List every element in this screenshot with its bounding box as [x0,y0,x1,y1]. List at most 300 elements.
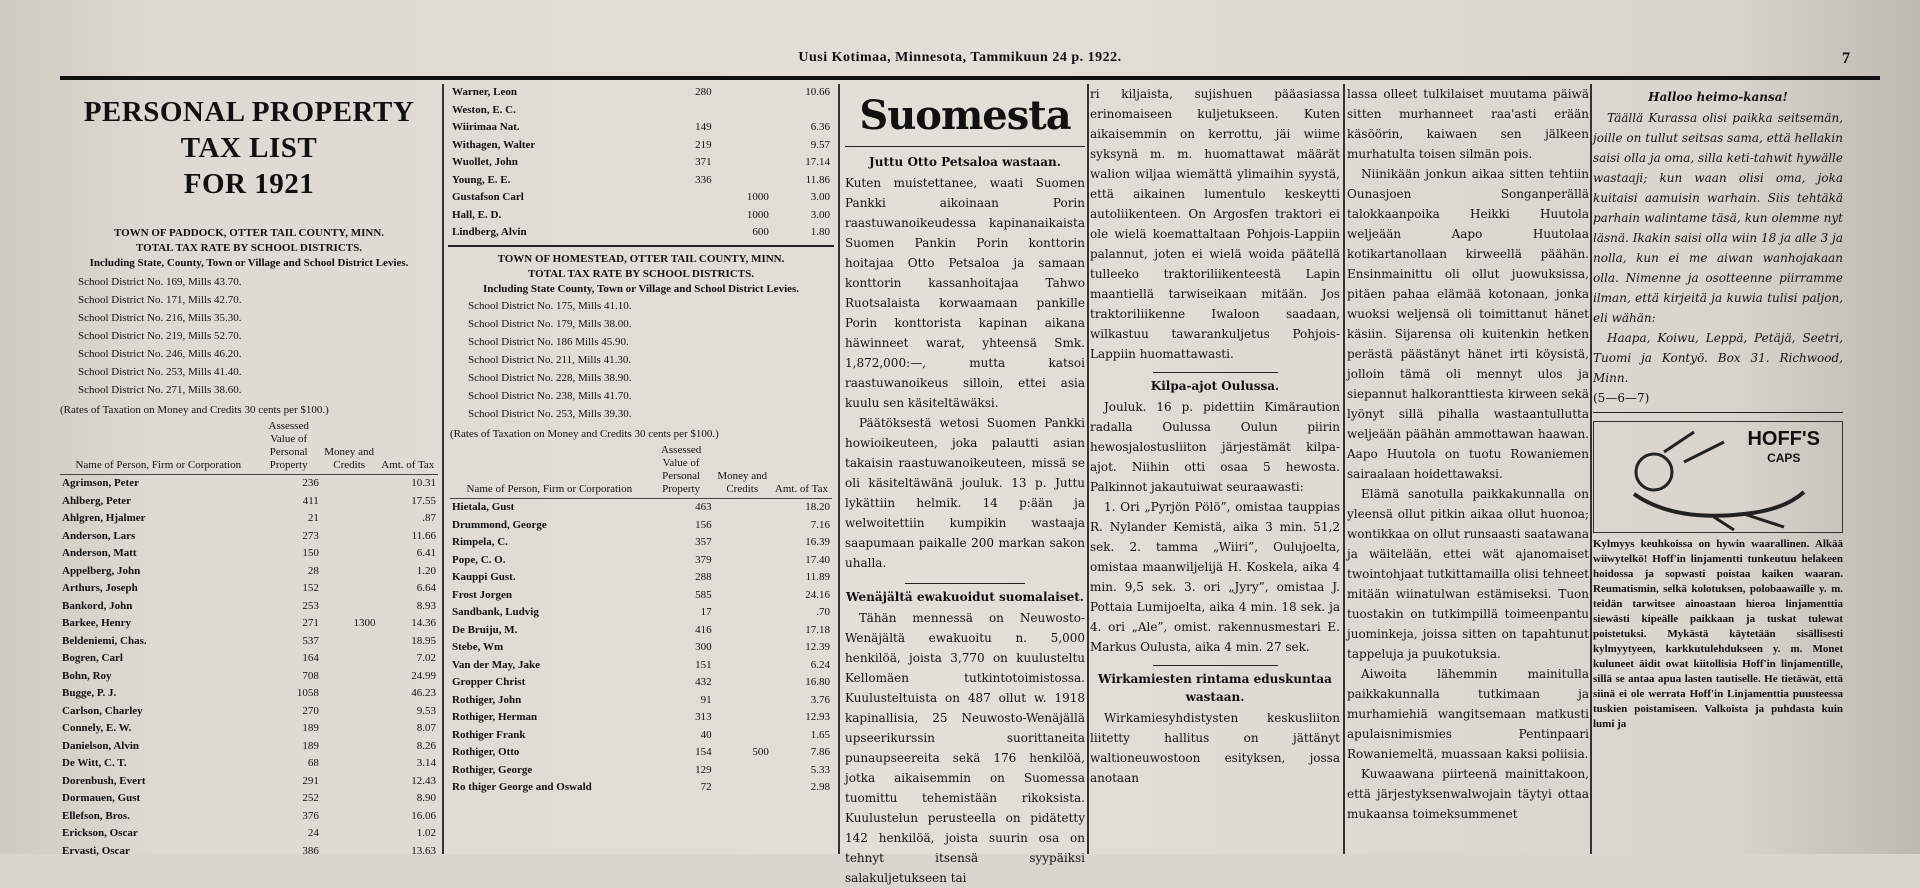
school-district-list [60,273,438,399]
table-header-row [450,442,832,499]
school-district-entry: School District No. 175, Mills 41.10. [468,300,632,312]
money-credits [714,84,771,102]
table-row [60,755,438,773]
money-credits [321,545,378,563]
table-row [60,598,438,616]
ad-logo [1747,428,1820,465]
money-credits [321,738,378,756]
article-paragraph: Kuwaawana piirteenä mainittakoon, että järjestyksenwalwojain täytyi ottaa mukaansa toimeksummenet [1347,767,1589,821]
assessed-value: 21 [307,512,319,524]
table-row [60,685,438,703]
col-header-tax: Amt. of Tax [378,418,439,475]
table-row [450,692,832,710]
table-row [60,580,438,598]
tax-amount: 3.00 [810,191,830,203]
tax-amount: 17.14 [805,156,830,168]
tax-amount: 9.53 [416,704,436,717]
assessed-value: 129 [695,763,712,776]
money-credits [714,622,771,640]
tax-amount: 24.16 [805,588,830,601]
tax-list-title [60,94,438,202]
article-paragraph: ri kiljaista, sujishuen pääasiassa erinomaiseen kuljetukseen. Kuten aikaisemmin on kerrottu, jäi wiime syksynä m. m. huomattawat määrät walion wiljaa wiemättä ylimaihin syystä, että aikainen lumentulo keskeytti autoliikenteen. On Argosfen traktori ei ole wielä koemattaltaan Pohjois-Lappiin palannut, joten ei wielä woida päätellä tulleeko traktoriliikenteestä Lapin maantiellä tarwiseikaan mitään. Jos traktoriliikenne Iwaloon saadaan, wilkastuu tawarankuljetus Pohjois-Lappiin huomattawasti. [1090,87,1340,361]
taxpayer-name: Rothiger, George [452,763,533,776]
tax-amount: 12.39 [805,641,830,653]
assessed-value: 379 [695,553,712,566]
school-district-entry: School District No. 179, Mills 38.00. [468,318,632,330]
table-row [450,727,832,745]
table-row [450,207,832,225]
table-row [450,762,832,780]
tax-amount [771,102,832,120]
school-district-entry: School District No. 169, Mills 43.70. [78,276,242,288]
table-row [450,534,832,552]
school-district-list [450,297,832,423]
paddock-tax-list [60,84,438,857]
table-row [60,475,438,493]
assessed-value: 154 [695,746,712,758]
taxpayer-name: Gustafson Carl [452,191,524,203]
section-divider [448,245,834,247]
taxpayer-name: Connely, E. W. [62,722,132,734]
tax-amount: 7.86 [810,746,830,758]
taxpayer-name: Anderson, Lars [62,529,136,542]
taxpayer-name: Sandbank, Ludvig [452,606,539,618]
taxpayer-name: Van der May, Jake [452,658,541,671]
article-paragraph: Kuten muistettanee, waati Suomen Pankki aikoinaan Porin raastuwanoikeudessa kapinanaikaista Suomen Pankin Porin konttorin hoitajaa Otto Petsaloa ja samaan konttorin kassanhoitajaa Tahwo Ruotsalaista korwaamaan pankille Porin konttorista kapinan aikana häwinneet warat, yhteensä Smk. 1,872,000:—, mutta katsoi raastuwanoikeus silloin, ettei asia kuulu sen käsiteltäwäksi. [845,176,1085,410]
taxpayer-name: Rimpela, C. [452,536,508,548]
town-heading: TOWN OF PADDOCK, OTTER TAIL COUNTY, MINN. [113,227,385,239]
tax-amount: 8.07 [416,722,436,734]
taxpayer-name: Rothiger, Herman [452,711,538,723]
assessed-value: 463 [695,501,712,513]
tax-amount: 1.65 [810,728,830,741]
tax-amount: 17.40 [805,553,830,566]
table-row [60,545,438,563]
taxpayer-name: Wiirimaa Nat. [452,121,520,133]
tax-amount: 6.36 [810,121,830,133]
taxpayer-name: Ervasti, Oscar [62,844,130,857]
suomesta-column [845,84,1085,885]
news-column-5 [1347,84,1589,854]
table-row [60,633,438,651]
table-row [450,779,832,797]
assessed-value: 376 [302,809,319,822]
column-divider [442,84,444,854]
rate-heading: TOTAL TAX RATE BY SCHOOL DISTRICTS. [136,242,362,254]
ad-copy: Kylmyys keuhkoissa on hywin waarallinen. Alkää wiiwytelkö! Hoff'in linjamentti tunkeutuu helakeen hoidossa ja sopwasti poistaa kaiken waaran. Reumatismin, selkä kolotuksen, polobaawaille y. m. teidän tarwitsee ainoastaan hieroa linjamenttia siewästi kipeälle paikkaan ja tuskat tulewat poistetuksi. Mykästä käytetään sisällisesti kylmyytyeen, karkkutulehdukseen y. m. Monet kuluneet äidit owat kiitollisia Hoff'in linjamentille, sillä se antaa apua lasten tautiselle. He tietäwät, että siinä ei ole werrata Hoff'in Linjamenttia puusteessa tuskien poistamiseen. Valkoista ja puhdasta kuin lumi ja [1593,538,1843,730]
col-header-assessed: Assessed Value of Personal Property [257,418,321,475]
assessed-value: 156 [695,518,712,531]
assessed-value: 336 [695,173,712,186]
table-row [450,622,832,640]
school-district-entry: School District No. 271, Mills 38.60. [78,384,242,396]
assessed-value [649,207,714,225]
table-row [60,650,438,668]
assessed-value: 91 [700,693,712,706]
assessed-value: 219 [695,138,712,151]
taxpayer-name: Gropper Christ [452,676,526,688]
table-row [450,674,832,692]
tax-amount: 16.06 [411,809,436,822]
money-credits [321,720,378,738]
assessed-value: 270 [302,704,319,717]
tax-amount: 18.20 [805,501,830,513]
notice-title: Halloo heimo-kansa! [1648,90,1788,104]
tax-amount: 6.41 [416,547,436,559]
taxpayer-name: Ellefson, Bros. [62,809,130,822]
town-heading: TOWN OF HOMESTEAD, OTTER TAIL COUNTY, MINN. [497,253,785,265]
table-row [450,154,832,172]
table-row [450,119,832,137]
taxpayer-name: Dorenbush, Evert [62,774,146,787]
tax-amount: 5.33 [810,763,830,776]
taxpayer-name: Withagen, Walter [452,138,536,151]
money-credits [714,119,771,137]
title-rule [845,146,1085,147]
tax-table-body [450,499,832,797]
taxpayer-name: Anderson, Matt [62,547,137,559]
article-rule [1153,372,1278,373]
taxpayer-name: Appelberg, John [62,564,141,577]
article-paragraph: Aiwoita lähemmin mainitulla paikkakunnalla tutkimaan ja murhamiehiä wangitsemaan matkusti apulaisnimismies Pentinpaari Rowaniemeltä, muassaan kaksi poliisia. [1347,667,1589,761]
tax-amount: 1.02 [416,827,436,839]
tax-amount: 8.90 [416,792,436,804]
tax-amount: 3.76 [810,693,830,706]
news-column-4 [1090,84,1340,854]
taxpayer-name: Kauppi Gust. [452,571,516,583]
money-credits [321,685,378,703]
rates-note: (Rates of Taxation on Money and Credits 30 cents per $100.) [450,428,719,440]
school-district-entry: School District No. 253, Mills 39.30. [468,408,632,420]
money-credits [714,102,771,120]
money-credits [714,639,771,657]
article-paragraph: Jouluk. 16 p. pidettiin Kimäraution radalla Oulussa Oulun piirin hewosjalostusliiton järjestämät kilpa-ajot. Niihin otti osaa 5 hewosta. Palkinnot jakautuiwat seuraawasti: [1090,400,1340,494]
taxpayer-name: Rothiger, John [452,693,522,706]
taxpayer-name: Drummond, George [452,518,547,531]
assessed-value: 149 [695,121,712,133]
table-row [60,668,438,686]
table-row [60,808,438,826]
table-row [60,825,438,843]
taxpayer-name: Beldeniemi, Chas. [62,634,147,647]
tax-amount: 6.24 [810,658,830,671]
taxpayer-name: Bugge, P. J. [62,687,117,699]
taxpayer-name: Bohn, Roy [62,669,112,682]
tax-amount: 3.00 [810,208,830,221]
assessed-value: 189 [302,739,319,752]
tax-table-body [60,475,438,861]
tax-amount: 11.86 [805,173,830,186]
money-credits [714,499,771,517]
taxpayer-name: De Bruiju, M. [452,623,518,636]
tax-amount: 12.93 [805,711,830,723]
money-credits [714,517,771,535]
assessed-value: 313 [695,711,712,723]
assessed-value: 253 [302,599,319,612]
money-credits [714,709,771,727]
column-divider [1343,84,1345,854]
column-divider [1087,84,1089,854]
article-paragraph: 1. Ori „Pyrjön Pölö”, omistaa tauppias R. Nylander Kemistä, aika 3 min. 51,2 sek. 2. tamma „Wiiri”, Oulujoelta, omistaa maanwiljelijä H. Koskela, aika 4 min. 9,5 sek. 3. ori „Jyry”, omistaa J. Pottaia Lumijoelta, aika 4 min. 18 sek. ja 4. ori „Ale”, omist. rakennusmestari E. Markus Oulusta, aika 4 min. 27 sek. [1090,500,1340,654]
taxpayer-name: Weston, E. C. [452,103,516,116]
table-row [60,615,438,633]
tax-table [60,418,438,860]
notice-rule [1593,412,1843,413]
tax-amount: 6.64 [416,582,436,594]
taxpayer-name: Carlson, Charley [62,704,143,717]
table-row [450,657,832,675]
taxpayer-name: Rothiger, Otto [452,746,520,758]
table-row [450,569,832,587]
table-row [450,709,832,727]
article-paragraph: Wirkamiesyhdistysten keskusliiton liitetty hallitus on jättänyt waltioneuwostoon esityksen, jossa anotaan [1090,711,1340,785]
taxpayer-name: Young, E. E. [452,173,511,186]
money-credits [714,779,771,797]
money-credits [714,154,771,172]
article-heading: Wirkamiesten rintama eduskuntaa wastaan. [1098,672,1332,704]
tax-table-continued [450,84,832,242]
money-credits [321,633,378,651]
table-header-row [60,418,438,475]
money-credits [321,808,378,826]
table-row [450,102,832,120]
taxpayer-name: Dormauen, Gust [62,792,141,804]
levies-note: Including State, County, Town or Village and School District Levies. [89,257,409,269]
money-credits [714,569,771,587]
assessed-value: 708 [302,669,319,682]
notice-text: Täällä Kurassa olisi paikka seitsemän, joille on tullut seitsas sama, että hellakin saisi olla ja oma, silla keti-tahwit hywälle wastaaji; kun waan olisi oma, joka kuitaisi aamuisin warhain. Siis tehtäkä parhain walintame täsä, kun olemme nyt läsnä. Ikakin saisi olla wiin 18 ja alle 3 ja nolla, kun ei me aiwan wanhojakaan olla. Nimenne ja osotteenne piirramme ilman, että kirjeitä ja kuwia tulisi paljon, eli wähän: [1593,111,1843,325]
tax-amount: 16.39 [805,536,830,548]
homestead-tax-list [450,252,832,854]
money-credits [714,604,771,622]
col-header-name: Name of Person, Firm or Corporation [450,442,649,499]
taxpayer-name: Stebe, Wm [452,641,504,653]
levies-note: Including State County, Town or Village and School District Levies. [482,283,800,295]
assessed-value: 236 [302,477,319,489]
taxpayer-name: Barkee, Henry [62,617,132,629]
tax-amount: 18.95 [411,634,436,647]
col-header-money: Money and Credits [714,442,771,499]
money-credits [321,790,378,808]
table-row [450,517,832,535]
money-credits: 1000 [746,208,769,221]
money-credits [714,534,771,552]
table-row [450,552,832,570]
assessed-value: 432 [695,676,712,688]
tax-amount: 24.99 [411,669,436,682]
money-credits [321,703,378,721]
assessed-value [649,189,714,207]
assessed-value: 72 [700,781,712,793]
taxpayer-name: Hietala, Gust [452,501,515,513]
tax-amount: 7.02 [416,652,436,664]
taxpayer-name: Pope, C. O. [452,553,506,566]
article-heading: Wenäjältä ewakuoidut suomalaiset. [846,590,1084,604]
money-credits [714,692,771,710]
money-credits [714,137,771,155]
taxpayer-name: Frost Jorgen [452,588,512,601]
page-number: 7 [1842,50,1850,67]
taxpayer-name: Ahlberg, Peter [62,494,132,507]
title-line-1: PERSONAL PROPERTY TAX LIST [83,96,415,164]
assessed-value: 416 [695,623,712,636]
assessed-value: 152 [302,582,319,594]
table-row [60,528,438,546]
tax-amount: 9.57 [810,138,830,151]
tax-amount: 3.14 [416,757,436,769]
table-row [60,510,438,528]
taxpayer-name: Agrimson, Peter [62,477,139,489]
table-row [60,703,438,721]
money-credits [321,825,378,843]
tax-amount: 7.16 [810,518,830,531]
table-row [450,172,832,190]
school-district-entry: School District No. 186 Mills 45.90. [468,336,629,348]
taxpayer-name: Warner, Leon [452,86,517,98]
table-row [60,493,438,511]
masthead: Uusi Kotimaa, Minnesota, Tammikuun 24 p. 1922. [798,50,1122,65]
taxpayer-name: Hall, E. D. [452,208,502,221]
assessed-value: 1058 [296,687,319,699]
article-rule [905,583,1025,584]
rates-note: (Rates of Taxation on Money and Credits 30 cents per $100.) [60,404,329,416]
article-heading: Juttu Otto Petsaloa wastaan. [869,155,1061,169]
school-district-entry: School District No. 171, Mills 42.70. [78,294,242,306]
money-credits [321,598,378,616]
table-row [60,738,438,756]
money-credits [321,843,378,861]
hoffs-ad-illustration [1593,421,1843,533]
top-rule [60,76,1880,80]
table-row [60,843,438,861]
assessed-value: 585 [695,588,712,601]
assessed-value: 68 [307,757,319,769]
article-paragraph: Tähän mennessä on Neuwosto-Wenäjältä ewakuoitu n. 5,000 henkilöä, joista 3,770 on kuulusteltu Kellomäen tutkintotoimistossa. Kuulusteltuista on 487 ollut w. 1918 kapinallisia, 25 Neuwosto-Wenäjällä upseerikurssin suorittaneita punaupseereita sekä 176 henkilöä, jotka aikaisemmin on Suomessa tuomittu tehemistään rikoksista. Kuulustelun perusteella on pidätetty 142 henkilöä, joista suurin osa on tehnyt itsensä syypäiksi salakuljetukseen tai [845,611,1085,885]
assessed-value: 271 [302,617,319,629]
assessed-value: 252 [302,792,319,804]
taxpayer-name: Danielson, Alvin [62,739,140,752]
assessed-value: 291 [302,774,319,787]
school-district-entry: School District No. 216, Mills 35.30. [78,312,242,324]
tax-amount: .70 [816,606,830,618]
col-header-money: Money and Credits [321,418,378,475]
money-credits [321,493,378,511]
assessed-value: 357 [695,536,712,548]
tax-amount: 17.55 [411,494,436,507]
article-rule [1153,665,1278,666]
table-row [450,84,832,102]
money-credits [321,755,378,773]
school-district-entry: School District No. 228, Mills 38.90. [468,372,632,384]
money-credits: 500 [752,746,769,758]
school-district-entry: School District No. 246, Mills 46.20. [78,348,242,360]
tax-amount: 46.23 [411,687,436,699]
assessed-value: 371 [695,156,712,168]
assessed-value [649,102,714,120]
school-district-entry: School District No. 238, Mills 41.70. [468,390,632,402]
tax-table-body [450,84,832,242]
ad-brand: HOFF'S [1747,428,1820,450]
rate-heading: TOTAL TAX RATE BY SCHOOL DISTRICTS. [528,268,754,280]
section-title: Suomesta [859,92,1071,139]
assessed-value: 537 [302,634,319,647]
notice-ref: (5—6—7) [1593,391,1650,405]
money-credits [321,773,378,791]
col-header-name: Name of Person, Firm or Corporation [60,418,257,475]
money-credits [714,657,771,675]
ad-word: CAPS [1767,451,1801,465]
taxpayer-name: Ahlgren, Hjalmer [62,512,146,524]
article-paragraph: Elämä sanotulla paikkakunnalla on yleensä ollut pitkin aikaa ollut huonoa; wontikkaa on ollut runsaasti saatawana ja wäitelään, ettei wät ajanomaiset twointohjaat tutkittamailla olisi tehneet mitään wiinatulwan estämiseksi. Tuon tuostakin on tutkimpillä toimeenpantu juominkeja, joissa sitten on tapahtunut tappeluja ja puukotuksia. [1347,487,1589,661]
tax-amount: 1.80 [810,226,830,238]
assessed-value: 151 [695,658,712,671]
money-credits [321,528,378,546]
col-header-assessed: Assessed Value of Personal Property [649,442,714,499]
col-header-tax: Amt. of Tax [771,442,832,499]
money-credits [714,172,771,190]
assessed-value: 288 [695,571,712,583]
table-row [450,744,832,762]
money-credits: 600 [752,226,769,238]
assessed-value: 280 [695,86,712,98]
table-row [450,604,832,622]
school-district-entry: School District No. 219, Mills 52.70. [78,330,242,342]
column-divider [838,84,840,854]
money-credits [714,762,771,780]
money-credits [714,727,771,745]
money-credits [321,475,378,493]
table-row [450,639,832,657]
table-row [450,137,832,155]
money-credits [321,580,378,598]
taxpayer-name: Arthurs, Joseph [62,582,138,594]
assessed-value [649,224,714,242]
table-row [450,224,832,242]
money-credits [321,668,378,686]
taxpayer-name: De Witt, C. T. [62,757,127,769]
tax-amount: 2.98 [810,781,830,793]
table-row [60,773,438,791]
table-row [60,720,438,738]
assessed-value: 411 [302,494,319,507]
taxpayer-name: Ro thiger George and Oswald [452,781,592,793]
table-row [450,189,832,207]
tax-amount: .87 [422,512,436,524]
taxpayer-name: Bankord, John [62,599,133,612]
tax-amount: 8.26 [416,739,436,752]
money-credits [714,552,771,570]
tax-amount: 12.43 [411,774,436,787]
table-row [450,587,832,605]
tax-amount: 10.66 [805,86,830,98]
tax-amount: 11.66 [411,529,436,542]
money-credits [714,587,771,605]
article-paragraph: Niinikään jonkun aikaa sitten tehtiin Ounasjoen Songanperällä talokkaanpoika Heikki Huutola weljeään Aapo Huutolaa kotikartanollaan kirweellä päähän. Ensinmainittu oli ollut juowuksissa, pitäen pahaa elämää kotonaan, jonka wuoksi weljensä oli toimittanut hänet käsiin. Sijarensa oli kuitenkin hetken perästä päästänyt hänet irti köysistä, jolloin tämä oli mennyt ulos ja siepannut halkoranttiesta kirween sekä lyönyt sillä pihalla wastaantullutta weljeään päähän ammottawan haawan. Aapo Huutola on tuotu Rowaniemen sairaalaan hoidettawaksi. [1347,167,1589,481]
assessed-value: 386 [302,844,319,857]
assessed-value: 273 [302,529,319,542]
taxpayer-name: Wuollet, John [452,156,518,168]
table-row [60,563,438,581]
assessed-value: 28 [307,564,319,577]
tax-amount: 17.18 [805,623,830,636]
tax-amount: 1.20 [416,564,436,577]
money-credits: 1300 [353,617,376,629]
money-credits [714,674,771,692]
column-divider [1590,84,1592,854]
tax-table [450,442,832,797]
money-credits [321,650,378,668]
taxpayer-name: Bogren, Carl [62,652,123,664]
